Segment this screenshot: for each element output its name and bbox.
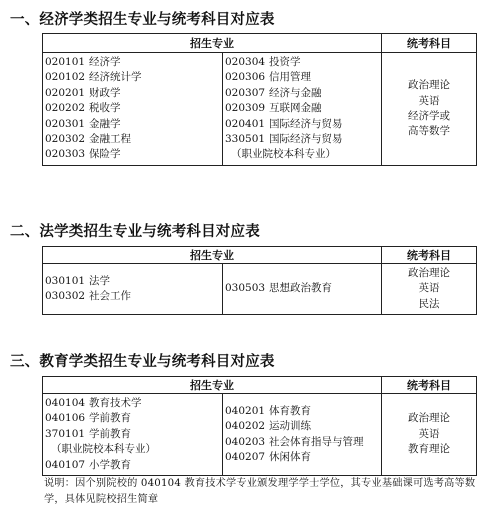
major-code: 030503 — [225, 282, 266, 295]
major-name: 休闲体育 — [269, 450, 311, 463]
subject-item: 教育理论 — [408, 443, 450, 456]
header-subjects: 统考科目 — [382, 247, 477, 264]
major-item — [45, 396, 220, 411]
subject-item: 经济学或 — [408, 109, 450, 122]
major-name: 投资学 — [269, 56, 301, 68]
major-item — [225, 132, 379, 147]
section-3-title: 三、教育学类招生专业与统考科目对应表 — [10, 354, 275, 370]
subject-item: 政治理论 — [408, 412, 450, 425]
major-name: 思想政治教育 — [269, 282, 332, 295]
education-table — [42, 376, 477, 476]
major-name: 国际经济与贸易 — [269, 117, 343, 130]
majors-right-column — [223, 394, 382, 476]
major-item — [225, 450, 379, 465]
major-name: 经济与金融 — [269, 86, 322, 99]
major-item — [225, 70, 379, 85]
major-name: 体育教育 — [269, 404, 311, 417]
major-code: 040207 — [225, 450, 266, 463]
major-item — [45, 274, 220, 289]
major-code: 330501 — [225, 133, 266, 146]
major-code: 020307 — [225, 86, 266, 99]
subject-item: 英语 — [418, 427, 440, 440]
major-name: 金融工程 — [89, 133, 131, 146]
header-majors: 招生专业 — [43, 247, 382, 264]
majors-left-column — [43, 394, 223, 476]
subjects-cell — [382, 53, 477, 166]
major-name: 经济学 — [89, 56, 121, 68]
majors-right-column — [223, 264, 382, 315]
major-name: 税收学 — [89, 102, 121, 115]
major-code: 370101 — [45, 427, 86, 440]
major-name: 运动训练 — [269, 420, 311, 433]
major-item — [225, 117, 379, 132]
major-item — [225, 435, 379, 450]
economics-table — [42, 33, 477, 166]
subject-item: 英语 — [418, 282, 440, 295]
major-name: 经济统计学 — [89, 71, 142, 84]
major-code: 020101 — [45, 56, 86, 68]
major-code: 020202 — [45, 102, 86, 115]
section-2-title: 二、法学类招生专业与统考科目对应表 — [10, 224, 260, 240]
major-item — [225, 147, 379, 162]
major-item — [45, 411, 220, 426]
major-item — [45, 147, 220, 162]
major-code: 030302 — [45, 290, 86, 302]
subject-item: 政治理论 — [408, 266, 450, 279]
major-code: 020201 — [45, 86, 86, 99]
major-item — [45, 427, 220, 442]
major-name: （职业院校本科专业） — [51, 443, 156, 456]
major-name: 财政学 — [89, 86, 121, 99]
major-name: 教育技术学 — [89, 397, 142, 409]
major-item — [225, 404, 379, 419]
major-name: 学前教育 — [89, 427, 131, 440]
major-item — [225, 101, 379, 116]
major-name: 国际经济与贸易 — [269, 133, 343, 146]
majors-right-column — [223, 53, 382, 166]
major-name: （职业院校本科专业） — [231, 148, 336, 161]
major-code: 040104 — [45, 397, 86, 409]
majors-left-column — [43, 53, 223, 166]
majors-left-column — [43, 264, 223, 315]
major-code: 020401 — [225, 117, 266, 130]
major-code: 040201 — [225, 404, 266, 417]
major-code: 020302 — [45, 133, 86, 146]
major-name: 社会工作 — [89, 290, 131, 302]
major-code: 040107 — [45, 458, 86, 471]
major-name: 保险学 — [89, 148, 121, 161]
subjects-cell — [382, 394, 477, 476]
major-name: 小学教育 — [89, 458, 131, 471]
header-majors: 招生专业 — [43, 377, 382, 394]
major-item — [45, 442, 220, 457]
major-code: 040106 — [45, 412, 86, 425]
major-item — [225, 419, 379, 434]
major-item — [45, 101, 220, 116]
major-code: 030101 — [45, 274, 86, 287]
subject-item: 政治理论 — [408, 79, 450, 92]
major-item — [225, 86, 379, 101]
law-table — [42, 246, 477, 315]
major-code: 020301 — [45, 117, 86, 130]
subject-item: 民法 — [418, 297, 440, 310]
header-subjects: 统考科目 — [382, 377, 477, 394]
footnote: 说明：因个别院校的 040104 教育技术学专业颁发理学学士学位，其专业基础课可选考高等数学，具体见院校招生简章 — [44, 478, 476, 505]
header-subjects: 统考科目 — [382, 34, 477, 53]
section-1-title: 一、经济学类招生专业与统考科目对应表 — [10, 12, 275, 28]
major-code: 040203 — [225, 435, 266, 448]
major-item — [45, 70, 220, 85]
major-item — [45, 55, 220, 70]
major-item — [45, 289, 220, 304]
major-code: 020303 — [45, 148, 86, 161]
subject-item: 高等数学 — [408, 125, 450, 138]
major-item — [45, 458, 220, 473]
subject-item: 英语 — [418, 94, 440, 107]
major-code: 020102 — [45, 71, 86, 84]
major-code: 040202 — [225, 420, 266, 433]
major-item — [45, 86, 220, 101]
major-code: 020304 — [225, 56, 266, 68]
major-name: 社会体育指导与管理 — [269, 435, 364, 448]
major-item — [225, 281, 379, 296]
major-code: 020306 — [225, 71, 266, 84]
major-code: 020309 — [225, 102, 266, 115]
header-majors: 招生专业 — [43, 34, 382, 53]
major-name: 法学 — [89, 274, 110, 287]
major-name: 互联网金融 — [269, 102, 322, 115]
major-item — [45, 132, 220, 147]
major-item — [45, 117, 220, 132]
major-name: 学前教育 — [89, 412, 131, 425]
subjects-cell — [382, 264, 477, 315]
major-name: 金融学 — [89, 117, 121, 130]
major-name: 信用管理 — [269, 71, 311, 84]
major-item — [225, 55, 379, 70]
